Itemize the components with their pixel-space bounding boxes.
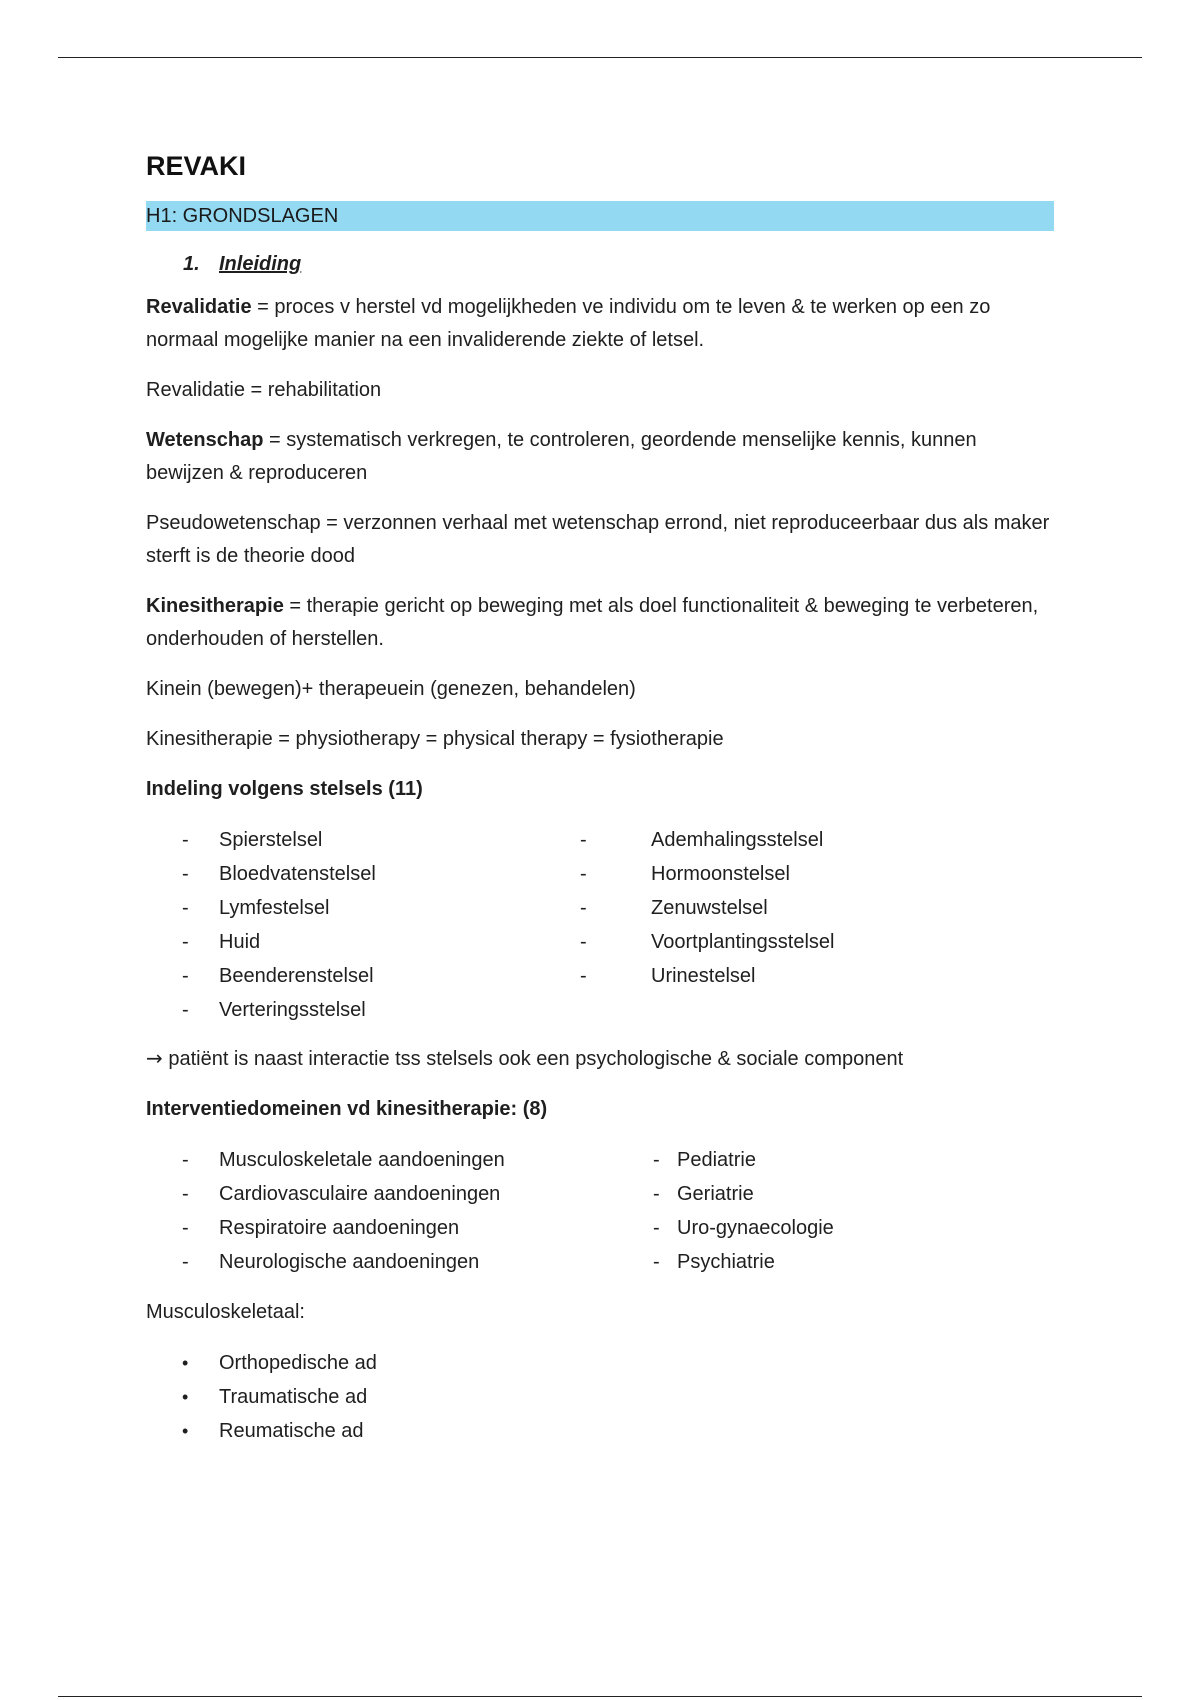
document-title: REVAKI [146, 151, 247, 181]
list-item: • Reumatische ad [146, 1414, 1056, 1448]
list-item: - Spierstelsel [182, 829, 323, 851]
paragraph-kine-eq: Kinesitherapie = physiotherapy = physical therapy = fysiotherapie [146, 728, 724, 750]
list-item: - Respiratoire aandoeningen [182, 1217, 460, 1239]
header-rule [58, 57, 1142, 58]
list-item: - Pediatrie [653, 1149, 756, 1171]
section-heading [183, 249, 1056, 279]
definition-revalidatie: = proces v herstel vd mogelijkheden ve individu om te leven & te werken op een zo normaal mogelijke manier na een invaliderende ziekte of letsel. [146, 296, 991, 351]
definition-wetenschap: = systematisch verkregen, te controleren, geordende menselijke kennis, kunnen bewijzen & reproduceren [146, 429, 977, 484]
stelsels-heading: Indeling volgens stelsels (11) [146, 778, 423, 800]
term-revalidatie: Revalidatie [146, 296, 252, 318]
footer-rule [58, 1696, 1142, 1697]
domeinen-heading: Interventiedomeinen vd kinesitherapie: (8) [146, 1098, 548, 1120]
list-item: - Voortplantingsstelsel [580, 931, 835, 953]
list-item: - Lymfestelsel [182, 897, 330, 919]
paragraph-revalidatie-eq: Revalidatie = rehabilitation [146, 379, 382, 401]
bullet-icon: • [182, 1387, 189, 1407]
musculo-heading: Musculoskeletaal: [146, 1301, 305, 1323]
list-item: - Huid [182, 931, 261, 953]
note-text: patiënt is naast interactie tss stelsels ook een psychologische & sociale component [162, 1048, 904, 1070]
list-item: - Hormoonstelsel [580, 863, 790, 885]
stelsels-right-column [580, 823, 1040, 993]
musculo-list [146, 1346, 1056, 1448]
definition-kinesitherapie: = therapie gericht op beweging met als doel functionaliteit & beweging te verbeteren, onderhouden of herstellen. [146, 595, 1039, 650]
term-kinesitherapie: Kinesitherapie [146, 595, 284, 617]
paragraph-revalidatie [146, 291, 1056, 357]
paragraph-wetenschap [146, 424, 1056, 490]
list-item: - Cardiovasculaire aandoeningen [182, 1183, 501, 1205]
stelsels-left-column [146, 823, 566, 1027]
list-item: - Psychiatrie [653, 1251, 775, 1273]
bullet-icon: • [182, 1421, 189, 1441]
document-body [146, 148, 1056, 1448]
list-item: - Verteringsstelsel [182, 999, 366, 1021]
section-number: 1. [183, 253, 200, 275]
term-wetenschap: Wetenschap [146, 429, 264, 451]
list-item: - Neurologische aandoeningen [182, 1251, 480, 1273]
section-title: Inleiding [219, 253, 302, 275]
bullet-icon: • [182, 1353, 189, 1373]
list-item: - Beenderenstelsel [182, 965, 374, 987]
list-item: • Orthopedische ad [146, 1346, 1056, 1380]
list-item: • Traumatische ad [146, 1380, 1056, 1414]
list-item: - Zenuwstelsel [580, 897, 768, 919]
list-item: - Geriatrie [653, 1183, 754, 1205]
domeinen-left-column [146, 1143, 646, 1279]
paragraph-kinein: Kinein (bewegen)+ therapeuein (genezen, behandelen) [146, 678, 636, 700]
list-item: - Ademhalingsstelsel [580, 829, 824, 851]
paragraph-pseudowetenschap: Pseudowetenschap = verzonnen verhaal met wetenschap errond, niet reproduceerbaar dus als maker sterft is de theorie dood [146, 512, 1050, 567]
list-item: - Musculoskeletale aandoeningen [182, 1149, 505, 1171]
chapter-heading: H1: GRONDSLAGEN [146, 201, 1054, 231]
stelsels-lists [146, 823, 1056, 1027]
list-item: - Urinestelsel [580, 965, 756, 987]
list-item: - Uro-gynaecologie [653, 1217, 834, 1239]
paragraph-kinesitherapie [146, 590, 1056, 656]
domeinen-right-column [653, 1143, 1033, 1279]
list-item: - Bloedvatenstelsel [182, 863, 376, 885]
domeinen-lists [146, 1143, 1056, 1281]
stelsels-note [146, 1042, 1056, 1076]
arrow-right-icon: → [146, 1046, 163, 1070]
